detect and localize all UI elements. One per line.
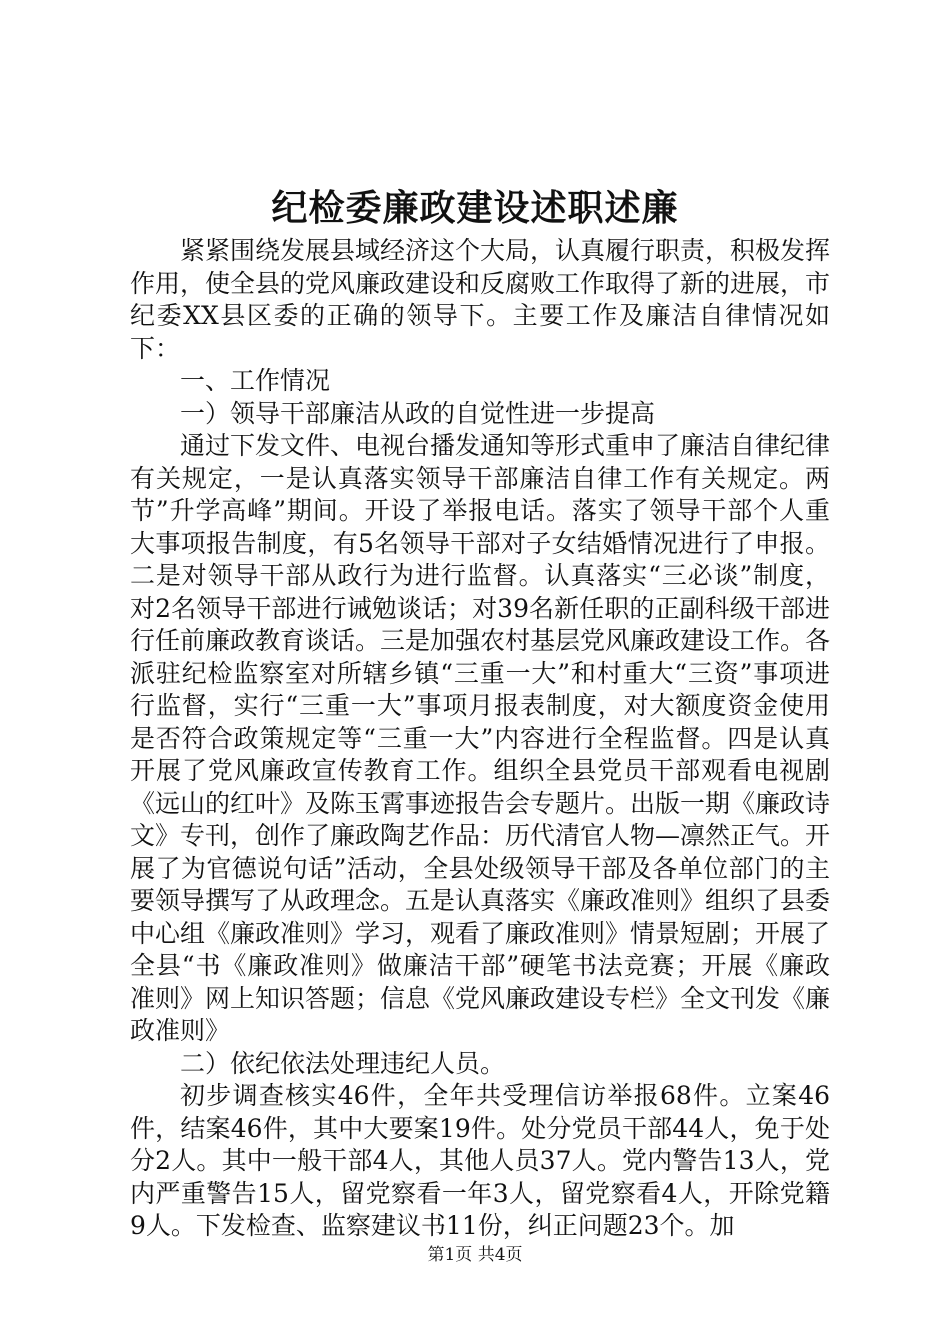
document-title: 纪检委廉政建设述职述廉: [271, 187, 679, 229]
body-paragraph: 初步调查核实46件，全年共受理信访举报68件。立案46件，结案46件，其中大要案19件。处分党员干部44人，免于处分2人。其中一般干部4人，其他人员37人。党内警告13人，党内严重警告15人，留党察看一年3人，留党察看4人，开除党籍9人。下发检查、监察建议书11份，纠正问题23个。加: [130, 1081, 830, 1240]
body-paragraph: 通过下发文件、电视台播发通知等形式重申了廉洁自律纪律有关规定，一是认真落实领导干部廉洁自律工作有关规定。两节”升学高峰”期间。开设了举报电话。落实了领导干部个人重大事项报告制度，有5名领导干部对子女结婚情况进行了申报。二是对领导干部从政行为进行监督。认真落实“三必谈”制度，对2名领导干部进行诫勉谈话；对39名新任职的正副科级干部进行任前廉政教育谈话。三是加强农村基层党风廉政建设工作。各派驻纪检监察室对所辖乡镇“三重一大”和村重大“三资”事项进行监督，实行“三重一大”事项月报表制度，对大额度资金使用是否符合政策规定等“三重一大”内容进行全程监督。四是认真开展了党风廉政宣传教育工作。组织全县党员干部观看电视剧《远山的红叶》及陈玉霄事迹报告会专题片。出版一期《廉政诗文》专刊，创作了廉政陶艺作品：历代清官人物—凛然正气。开展了为官德说句话”活动，全县处级领导干部及各单位部门的主要领导撰写了从政理念。五是认真落实《廉政准则》组织了县委中心组《廉政准则》学习，观看了廉政准则》情景短剧；开展了全县“书《廉政准则》做廉洁干部”硬笔书法竞赛；开展《廉政准则》网上知识答题；信息《党风廉政建设专栏》全文刊发《廉政准则》: [130, 431, 831, 1045]
section-heading: 一、工作情况: [180, 366, 331, 395]
document-body: [130, 235, 830, 1243]
subsection-heading: 一）领导干部廉洁从政的自觉性进一步提高: [180, 398, 656, 428]
subsection-heading: 二）依纪依法处理违纪人员。: [180, 1048, 506, 1078]
intro-paragraph: 紧紧围绕发展县域经济这个大局，认真履行职责，积极发挥作用，使全县的党风廉政建设和反腐败工作取得了新的进展，市纪委XX县区委的正确的领导下。主要工作及廉洁自律情况如下：: [130, 236, 831, 363]
page-number: 第1页 共4页: [427, 1245, 523, 1265]
